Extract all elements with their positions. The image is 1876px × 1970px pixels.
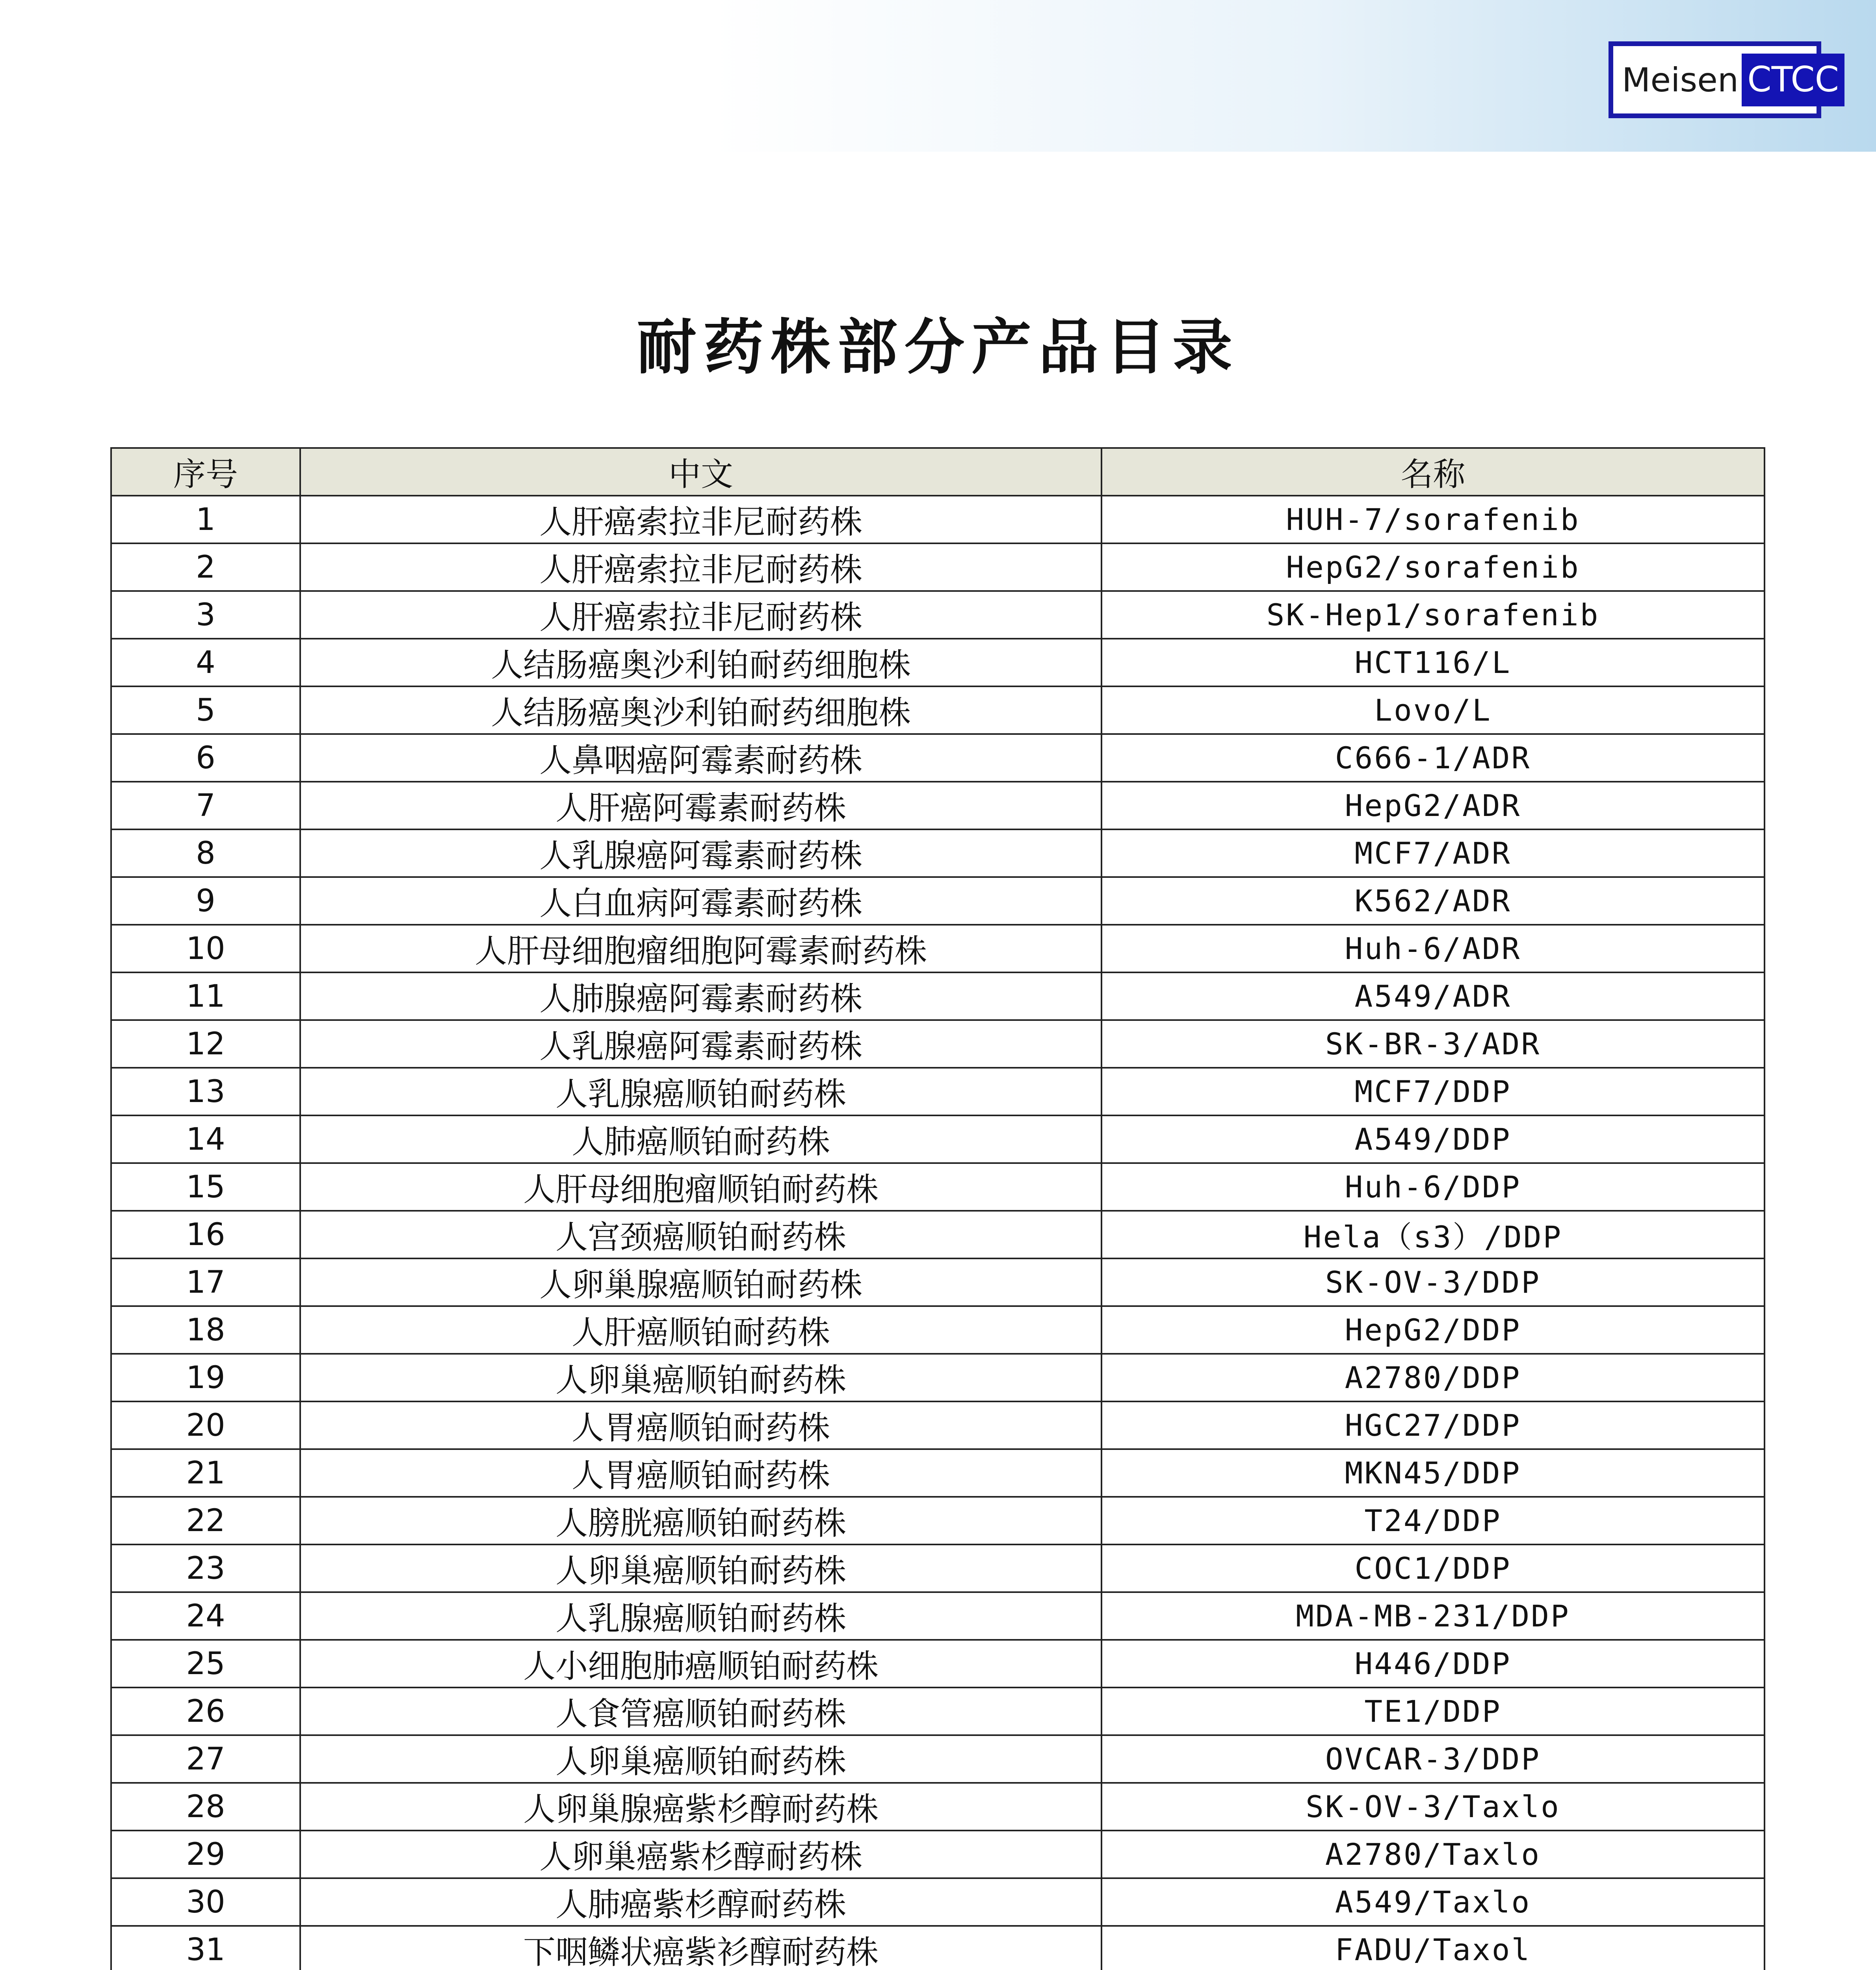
cell-cell-line: SK-OV-3/Taxlo [1101,1783,1765,1831]
cell-chinese-name: 人肝癌顺铂耐药株 [300,1306,1101,1354]
table-row [111,1068,1765,1115]
cell-chinese-name: 人肝母细胞瘤细胞阿霉素耐药株 [300,925,1101,972]
cell-chinese-name: 人乳腺癌阿霉素耐药株 [300,1020,1101,1068]
table-row [111,1831,1765,1878]
table-row [111,1163,1765,1211]
table-row [111,1640,1765,1688]
cell-chinese-name: 人肺腺癌阿霉素耐药株 [300,972,1101,1020]
cell-chinese-name: 人鼻咽癌阿霉素耐药株 [300,734,1101,782]
table-body [111,496,1765,1970]
cell-number: 19 [111,1354,300,1401]
cell-cell-line: HCT116/L [1101,639,1765,686]
table-row [111,1401,1765,1449]
cell-chinese-name: 人食管癌顺铂耐药株 [300,1688,1101,1735]
table-row [111,1544,1765,1592]
cell-chinese-name: 人肝母细胞瘤顺铂耐药株 [300,1163,1101,1211]
cell-chinese-name: 人卵巢癌顺铂耐药株 [300,1544,1101,1592]
cell-chinese-name: 人卵巢癌顺铂耐药株 [300,1735,1101,1783]
cell-cell-line: SK-BR-3/ADR [1101,1020,1765,1068]
cell-chinese-name: 人乳腺癌阿霉素耐药株 [300,829,1101,877]
table-row [111,1592,1765,1640]
product-table [110,447,1765,1970]
cell-cell-line: MDA-MB-231/DDP [1101,1592,1765,1640]
cell-number: 25 [111,1640,300,1688]
cell-chinese-name: 人肝癌索拉非尼耐药株 [300,591,1101,639]
table-row [111,591,1765,639]
cell-cell-line: TE1/DDP [1101,1688,1765,1735]
cell-number: 11 [111,972,300,1020]
table-row [111,1926,1765,1970]
cell-cell-line: K562/ADR [1101,877,1765,925]
cell-number: 23 [111,1544,300,1592]
cell-cell-line: HepG2/sorafenib [1101,543,1765,591]
cell-chinese-name: 人卵巢癌紫杉醇耐药株 [300,1831,1101,1878]
table-row [111,1211,1765,1258]
table-row [111,829,1765,877]
cell-cell-line: A549/DDP [1101,1115,1765,1163]
cell-cell-line: SK-OV-3/DDP [1101,1258,1765,1306]
table-row [111,1497,1765,1544]
brand-logo[interactable] [1609,41,1839,118]
cell-cell-line: HepG2/DDP [1101,1306,1765,1354]
table-row [111,734,1765,782]
cell-cell-line: A2780/DDP [1101,1354,1765,1401]
cell-chinese-name: 人肝癌阿霉素耐药株 [300,782,1101,829]
cell-cell-line: OVCAR-3/DDP [1101,1735,1765,1783]
cell-cell-line: MCF7/DDP [1101,1068,1765,1115]
cell-cell-line: H446/DDP [1101,1640,1765,1688]
cell-number: 13 [111,1068,300,1115]
table-row [111,639,1765,686]
cell-number: 21 [111,1449,300,1497]
cell-number: 26 [111,1688,300,1735]
cell-chinese-name: 人白血病阿霉素耐药株 [300,877,1101,925]
column-header-number: 序号 [111,448,300,496]
table-row [111,1306,1765,1354]
cell-number: 17 [111,1258,300,1306]
table-row [111,782,1765,829]
cell-chinese-name: 人乳腺癌顺铂耐药株 [300,1068,1101,1115]
cell-number: 18 [111,1306,300,1354]
cell-cell-line: Hela（s3）/DDP [1101,1211,1765,1258]
table-row [111,1878,1765,1926]
cell-chinese-name: 人乳腺癌顺铂耐药株 [300,1592,1101,1640]
table-row [111,1354,1765,1401]
cell-cell-line: MCF7/ADR [1101,829,1765,877]
cell-cell-line: T24/DDP [1101,1497,1765,1544]
cell-chinese-name: 人胃癌顺铂耐药株 [300,1449,1101,1497]
cell-number: 28 [111,1783,300,1831]
cell-cell-line: MKN45/DDP [1101,1449,1765,1497]
cell-cell-line: Huh-6/DDP [1101,1163,1765,1211]
cell-number: 6 [111,734,300,782]
table-row [111,1735,1765,1783]
table-header-row [111,448,1765,496]
column-header-name: 名称 [1101,448,1765,496]
cell-chinese-name: 人肺癌紫杉醇耐药株 [300,1878,1101,1926]
cell-number: 15 [111,1163,300,1211]
cell-cell-line: HUH-7/sorafenib [1101,496,1765,543]
cell-number: 7 [111,782,300,829]
cell-number: 30 [111,1878,300,1926]
cell-number: 9 [111,877,300,925]
cell-number: 8 [111,829,300,877]
page-title: 耐药株部分产品目录 [637,312,1239,382]
cell-chinese-name: 下咽鳞状癌紫衫醇耐药株 [300,1926,1101,1970]
cell-cell-line: HGC27/DDP [1101,1401,1765,1449]
cell-number: 2 [111,543,300,591]
table-row [111,1258,1765,1306]
cell-cell-line: SK-Hep1/sorafenib [1101,591,1765,639]
table-row [111,1115,1765,1163]
cell-cell-line: HepG2/ADR [1101,782,1765,829]
cell-cell-line: A549/ADR [1101,972,1765,1020]
cell-number: 27 [111,1735,300,1783]
cell-number: 5 [111,686,300,734]
cell-chinese-name: 人结肠癌奥沙利铂耐药细胞株 [300,639,1101,686]
cell-chinese-name: 人小细胞肺癌顺铂耐药株 [300,1640,1101,1688]
logo-text-meisen: Meisen [1622,60,1739,99]
table-row [111,1688,1765,1735]
cell-chinese-name: 人结肠癌奥沙利铂耐药细胞株 [300,686,1101,734]
cell-number: 24 [111,1592,300,1640]
cell-chinese-name: 人膀胱癌顺铂耐药株 [300,1497,1101,1544]
cell-chinese-name: 人宫颈癌顺铂耐药株 [300,1211,1101,1258]
cell-chinese-name: 人肝癌索拉非尼耐药株 [300,496,1101,543]
cell-number: 16 [111,1211,300,1258]
cell-cell-line: Lovo/L [1101,686,1765,734]
logo-text-ctcc: CTCC [1742,54,1844,106]
cell-number: 29 [111,1831,300,1878]
cell-chinese-name: 人胃癌顺铂耐药株 [300,1401,1101,1449]
cell-cell-line: FADU/Taxol [1101,1926,1765,1970]
cell-number: 31 [111,1926,300,1970]
cell-cell-line: Huh-6/ADR [1101,925,1765,972]
header-band [0,0,1876,152]
cell-number: 4 [111,639,300,686]
table-row [111,543,1765,591]
table-row [111,972,1765,1020]
cell-chinese-name: 人肝癌索拉非尼耐药株 [300,543,1101,591]
cell-cell-line: A549/Taxlo [1101,1878,1765,1926]
table-row [111,1783,1765,1831]
cell-number: 20 [111,1401,300,1449]
table-row [111,877,1765,925]
cell-number: 1 [111,496,300,543]
cell-number: 22 [111,1497,300,1544]
cell-cell-line: A2780/Taxlo [1101,1831,1765,1878]
cell-number: 12 [111,1020,300,1068]
table-row [111,1449,1765,1497]
cell-chinese-name: 人卵巢腺癌紫杉醇耐药株 [300,1783,1101,1831]
cell-chinese-name: 人肺癌顺铂耐药株 [300,1115,1101,1163]
cell-number: 10 [111,925,300,972]
table-row [111,686,1765,734]
cell-chinese-name: 人卵巢癌顺铂耐药株 [300,1354,1101,1401]
cell-chinese-name: 人卵巢腺癌顺铂耐药株 [300,1258,1101,1306]
cell-cell-line: COC1/DDP [1101,1544,1765,1592]
cell-number: 3 [111,591,300,639]
table-row [111,496,1765,543]
column-header-chinese: 中文 [300,448,1101,496]
table-row [111,1020,1765,1068]
cell-number: 14 [111,1115,300,1163]
table-row [111,925,1765,972]
cell-cell-line: C666-1/ADR [1101,734,1765,782]
